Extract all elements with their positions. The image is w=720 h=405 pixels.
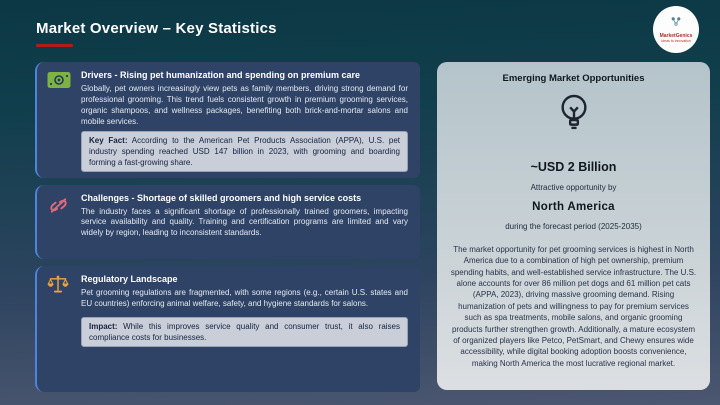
main-content <box>35 62 710 392</box>
page-title: Market Overview – Key Statistics <box>36 20 277 37</box>
card-challenges-heading: Challenges - Shortage of skilled groomers and high service costs <box>81 192 362 203</box>
opportunity-subtitle: Attractive opportunity by <box>530 183 617 192</box>
card-regulatory-body: Pet grooming regulations are fragmented, with some regions (e.g., certain U.S. states and EU countries) enforcing animal welfare, safety, and hygiene standards for salons. <box>81 287 408 308</box>
opportunity-value: ~USD 2 Billion <box>530 160 617 174</box>
broken-link-icon <box>47 193 72 253</box>
card-regulatory-content <box>81 274 408 386</box>
opportunity-period: during the forecast period (2025-2035) <box>505 222 642 231</box>
statistics-column <box>35 62 420 392</box>
card-drivers-content <box>81 70 408 172</box>
balance-scale-icon <box>47 274 72 386</box>
title-accent-line <box>36 44 73 47</box>
card-drivers-heading: Drivers - Rising pet humanization and spending on premium care <box>81 70 361 80</box>
key-fact-box <box>81 131 408 172</box>
opportunity-region: North America <box>532 201 615 213</box>
card-challenges-content <box>81 193 408 253</box>
card-challenges <box>35 185 420 259</box>
card-drivers <box>35 62 420 178</box>
lightbulb-icon <box>450 92 697 136</box>
impact-label: Impact: <box>89 321 118 331</box>
opportunity-description: The market opportunity for pet grooming services is highest in North America due to a combination of high pet ownership, premium spending habits, and well-established service infrastructure. The U.S. alone accounts for over 86 million pet dogs and 61 million pet cats (APPA, 2023), driving massive grooming demand. Rising humanization of pets and willingness to pay for premium services such as spa treatments, mobile salons, and organic grooming products further strengthen growth. Additionally, a mature ecosystem of organized players like Petco, PetSmart, and Chewy ensures wide accessibility, while digital booking adoption boosts convenience, making North America the most lucrative regional market. <box>450 245 697 368</box>
logo-tagline: Ideas to Innovation <box>661 39 691 44</box>
card-drivers-body: Globally, pet owners increasingly view pets as family members, driving strong demand for professional grooming. This trend fuels consistent growth in premium grooming services, organic shampoos, and wellness packages, benefiting both brick-and-mortar salons and mobile services. <box>81 84 408 126</box>
card-regulatory <box>35 266 420 392</box>
money-icon <box>47 70 72 172</box>
key-fact-text: According to the American Pet Products Association (APPA), U.S. pet industry spending reached USD 147 billion in 2023, with grooming and boarding forming a fast-growing share. <box>89 135 401 167</box>
impact-text: While this improves service quality and consumer trust, it also raises compliance costs for businesses. <box>89 321 400 342</box>
marketgenics-logo <box>653 6 699 53</box>
logo-name: MarketGenics <box>659 32 693 39</box>
slide-header <box>36 20 277 47</box>
key-fact-label: Key Fact: <box>89 135 128 145</box>
impact-box <box>81 317 408 347</box>
molecule-icon <box>669 15 683 33</box>
card-challenges-body: The industry faces a significant shortage of professionally trained groomers, impacting service availability and quality. Training and certification programs are limited and vary widely by region, leading to inconsistent standards. <box>81 206 408 238</box>
opportunity-panel-heading: Emerging Market Opportunities <box>502 73 645 84</box>
card-regulatory-heading: Regulatory Landscape <box>81 273 178 284</box>
opportunity-panel <box>437 62 710 390</box>
